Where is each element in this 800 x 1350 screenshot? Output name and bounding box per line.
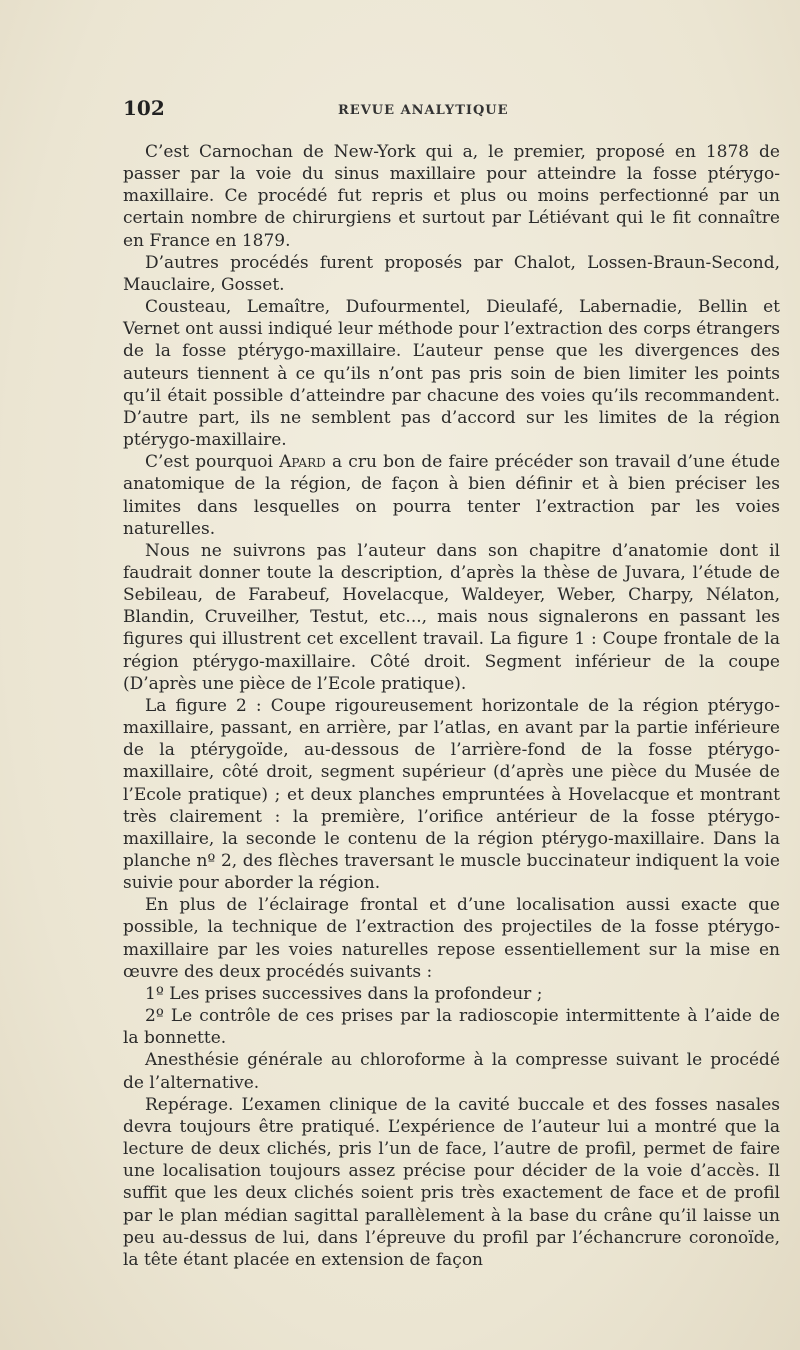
list-item-2: 2º Le contrôle de ces prises par la radioscopie intermittente à l’aide de la bonnette. [123, 1006, 780, 1049]
paragraph-apard [123, 451, 780, 540]
list-item-1: 1º Les prises successives dans la profondeur ; [145, 983, 543, 1004]
paragraph-cousteau: Cousteau, Lemaître, Dufourmentel, Dieulafé, Labernadie, Bellin et Vernet ont aussi indiqué leur méthode pour l’extraction des corps étrangers de la fosse ptérygo-maxillaire. L’auteur pense que les divergences des auteurs tiennent à ce qu’ils n’ont pas pris soin de bien limiter les points qu’il était possible d’atteindre par chacune des voies qu’ils recommandent. D’autre part, ils ne semblent pas d’accord sur les limites de la région ptérygo-maxillaire. [123, 297, 780, 451]
paragraph-carnochan: C’est Carnochan de New-York qui a, le premier, proposé en 1878 de passer par la voie du sinus maxillaire pour atteindre la fosse ptérygo-maxillaire. Ce procédé fut repris et plus ou moins perfectionné par un certain nombre de chirurgiens et surtout par Létiévant qui le fit connaître en France en 1879. [123, 142, 780, 251]
paragraph-other-procedures: D’autres procédés furent proposés par Chalot, Lossen-Braun-Second, Mauclaire, Gosset. [123, 252, 780, 295]
page-header [123, 96, 780, 126]
running-title: REVUE ANALYTIQUE [338, 103, 509, 118]
paragraph-anesthesia: Anesthésie générale au chloroforme à la compresse suivant le procédé de l’alternative. [123, 1050, 780, 1093]
page-number: 102 [123, 96, 165, 120]
apard-text-after: a cru bon de faire précéder son travail d’une étude anatomique de la région, de façon à bien définir et à bien préciser les limites dans lesquelles on pourra tenter l’extraction par les voies naturelles. [123, 452, 780, 539]
paragraph-anatomy: Nous ne suivrons pas l’auteur dans son chapitre d’anatomie dont il faudrait donner toute la description, d’après la thèse de Juvara, l’étude de Sebileau, de Farabeuf, Hovelacque, Waldeyer, Weber, Charpy, Nélaton, Blandin, Cruveilher, Testut, etc..., mais nous signalerons en passant les figures qui illustrent cet excellent travail. La figure 1 : Coupe frontale de la région ptérygo-maxillaire. Côté droit. Segment inférieur de la coupe (D’après une pièce de l’Ecole pratique). [123, 540, 780, 694]
paragraph-reperage: Repérage. L’examen clinique de la cavité buccale et des fosses nasales devra toujours être pratiqué. L’expérience de l’auteur lui a montré que la lecture de deux clichés, pris l’un de face, l’autre de profil, permet de faire une localisation toujours assez précise pour décider de la voie d’accès. Il suffit que les deux clichés soient pris très exactement de face et de profil par le plan médian sagittal parallèlement à la base du crâne qu’il laisse un peu au-dessus de lui, dans l’épreuve du profil par l’échancrure coronoïde, la tête étant placée en extension de façon [123, 1094, 780, 1270]
body-text [123, 141, 780, 1271]
paragraph-figure-2: La figure 2 : Coupe rigoureusement horizontale de la région ptérygo-maxillaire, passant, en arrière, par l’atlas, en avant par la partie inférieure de la ptérygoïde, au-dessous de l’arrière-fond de la fosse ptérygo-maxillaire, côté droit, segment supérieur (d’après une pièce du Musée de l’Ecole pratique) ; et deux planches empruntées à Hovelacque et montrant très clairement : la première, l’orifice antérieur de la fosse ptérygo-maxillaire, la seconde le contenu de la région ptérygo-maxillaire. Dans la planche nº 2, des flèches traversant le muscle buccinateur indiquent la voie suivie pour aborder la région. [123, 695, 780, 894]
author-name: Apard [279, 452, 326, 473]
apard-text-before: C’est pourquoi [145, 452, 280, 473]
paragraph-technique: En plus de l’éclairage frontal et d’une localisation aussi exacte que possible, la technique de l’extraction des projectiles de la fosse ptérygo-maxillaire par les voies naturelles repose essentiellement sur la mise en œuvre des deux procédés suivants : [123, 895, 780, 982]
